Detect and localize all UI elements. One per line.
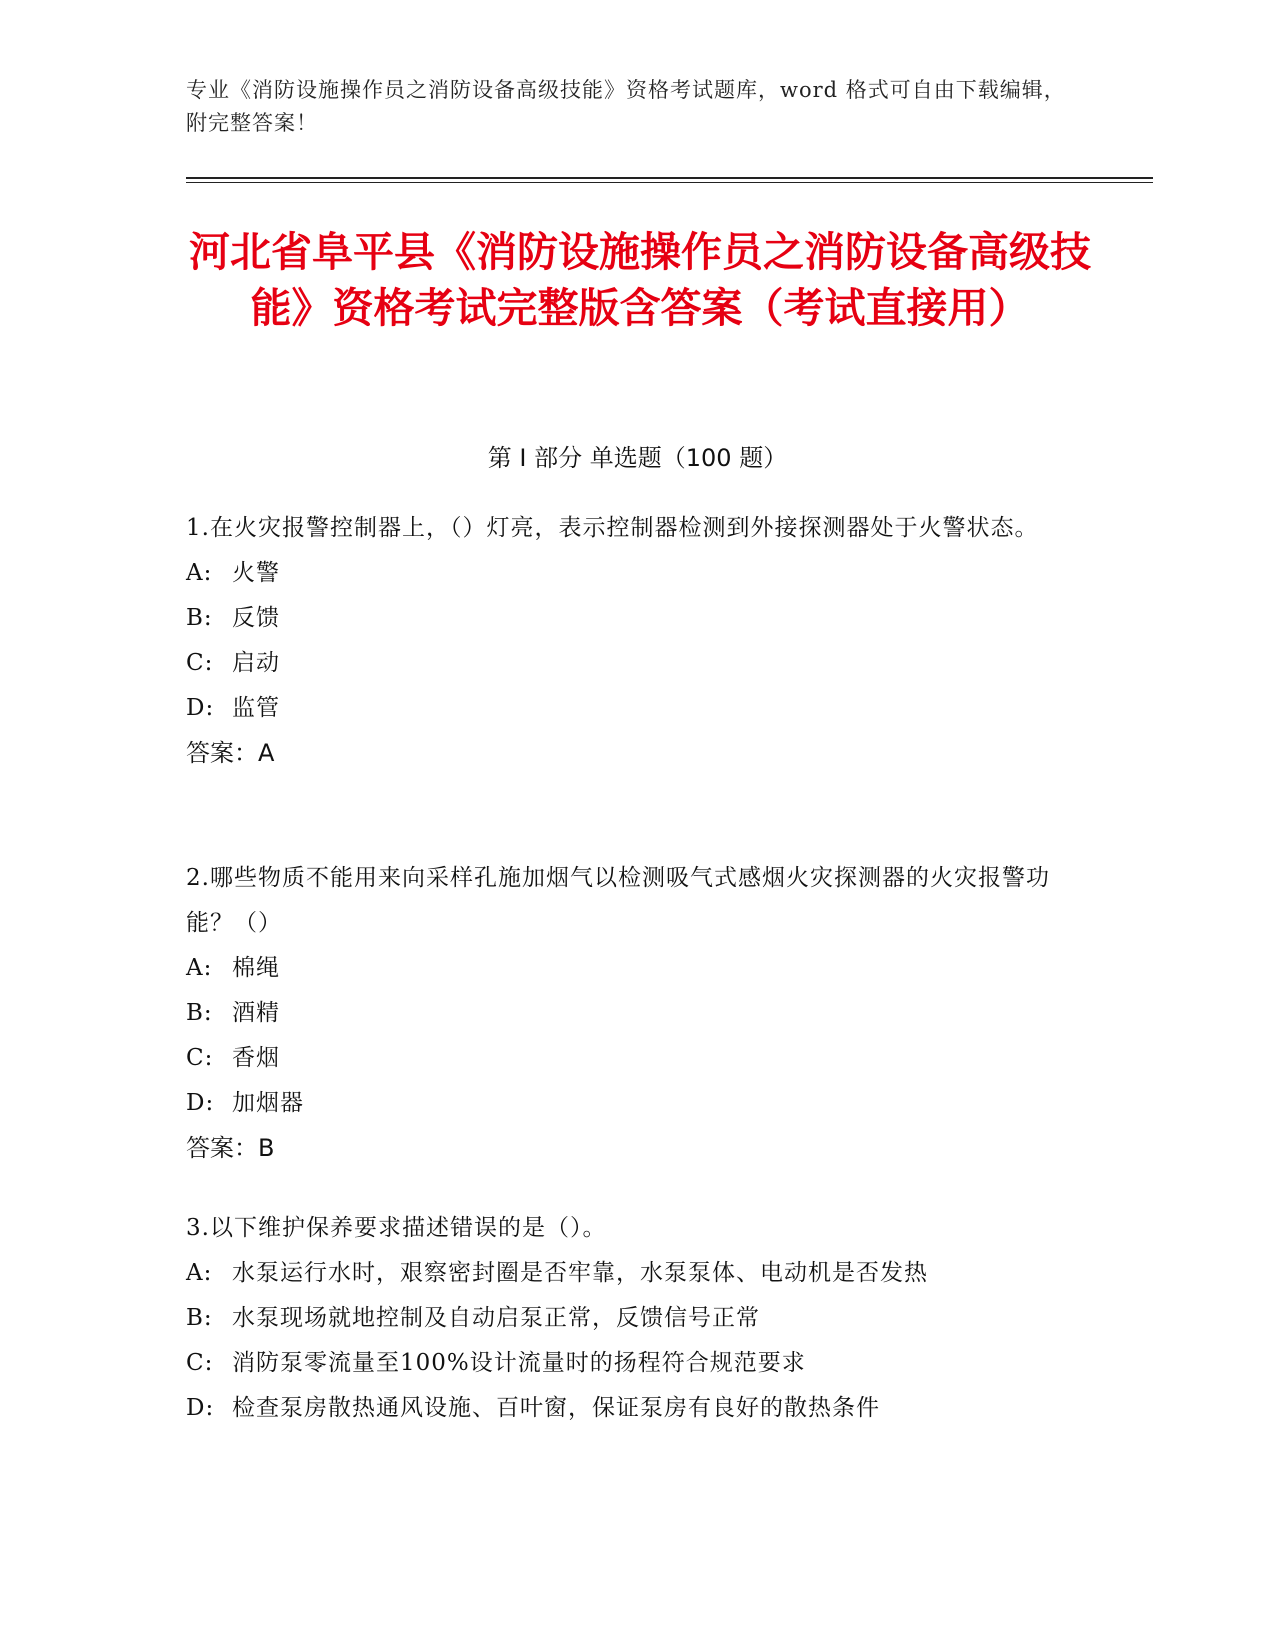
option-c — [186, 1341, 1066, 1386]
option-b — [186, 596, 1066, 641]
option-text: 加烟器 — [232, 1090, 304, 1116]
option-a — [186, 946, 1066, 991]
option-label: D: — [186, 1395, 215, 1421]
option-a — [186, 551, 1066, 596]
option-c — [186, 1036, 1066, 1081]
option-text: 棉绳 — [232, 955, 280, 981]
header-note: 专业《消防设施操作员之消防设备高级技能》资格考试题库，word 格式可自由下载编辑，附完整答案！ — [186, 78, 1066, 135]
option-text: 反馈 — [232, 605, 280, 631]
option-d — [186, 1386, 1066, 1431]
option-text: 消防泵零流量至100%设计流量时的扬程符合规范要求 — [232, 1350, 806, 1376]
section-heading: 第 I 部分 单选题（100 题） — [487, 444, 788, 472]
option-d — [186, 1081, 1066, 1126]
question-1 — [186, 506, 1066, 776]
option-label: A: — [186, 560, 213, 586]
option-text: 水泵运行水时，艰察密封圈是否牢靠，水泵泵体、电动机是否发热 — [232, 1260, 928, 1286]
option-label: A: — [186, 955, 213, 981]
option-a — [186, 1251, 1066, 1296]
option-label: D: — [186, 1090, 215, 1116]
question-stem: 2.哪些物质不能用来向采样孔施加烟气以检测吸气式感烟火灾探测器的火灾报警功能？（） — [186, 865, 1050, 936]
question-stem: 3.以下维护保养要求描述错误的是（）。 — [186, 1215, 607, 1241]
document-title: 河北省阜平县《消防设施操作员之消防设备高级技能》资格考试完整版含答案（考试直接用） — [189, 228, 1091, 332]
option-text: 酒精 — [232, 1000, 280, 1026]
question-stem: 1.在火灾报警控制器上，（）灯亮，表示控制器检测到外接探测器处于火警状态。 — [186, 515, 1039, 541]
option-label: B: — [186, 605, 213, 631]
option-text: 启动 — [232, 650, 280, 676]
option-text: 香烟 — [232, 1045, 280, 1071]
option-text: 水泵现场就地控制及自动启泵正常，反馈信号正常 — [232, 1305, 760, 1331]
answer: 答案：A — [186, 739, 275, 767]
option-label: C: — [186, 650, 214, 676]
question-2 — [186, 856, 1066, 1171]
header-divider-thin — [186, 182, 1153, 183]
option-label: B: — [186, 1000, 213, 1026]
question-3 — [186, 1206, 1066, 1431]
option-label: C: — [186, 1045, 214, 1071]
option-c — [186, 641, 1066, 686]
option-label: C: — [186, 1350, 214, 1376]
option-label: B: — [186, 1305, 213, 1331]
option-b — [186, 991, 1066, 1036]
option-text: 火警 — [232, 560, 280, 586]
answer: 答案：B — [186, 1134, 275, 1162]
option-label: D: — [186, 695, 215, 721]
option-d — [186, 686, 1066, 731]
option-label: A: — [186, 1260, 213, 1286]
option-text: 监管 — [232, 695, 280, 721]
header-divider-thick — [186, 177, 1153, 179]
option-text: 检查泵房散热通风设施、百叶窗，保证泵房有良好的散热条件 — [232, 1395, 880, 1421]
option-b — [186, 1296, 1066, 1341]
